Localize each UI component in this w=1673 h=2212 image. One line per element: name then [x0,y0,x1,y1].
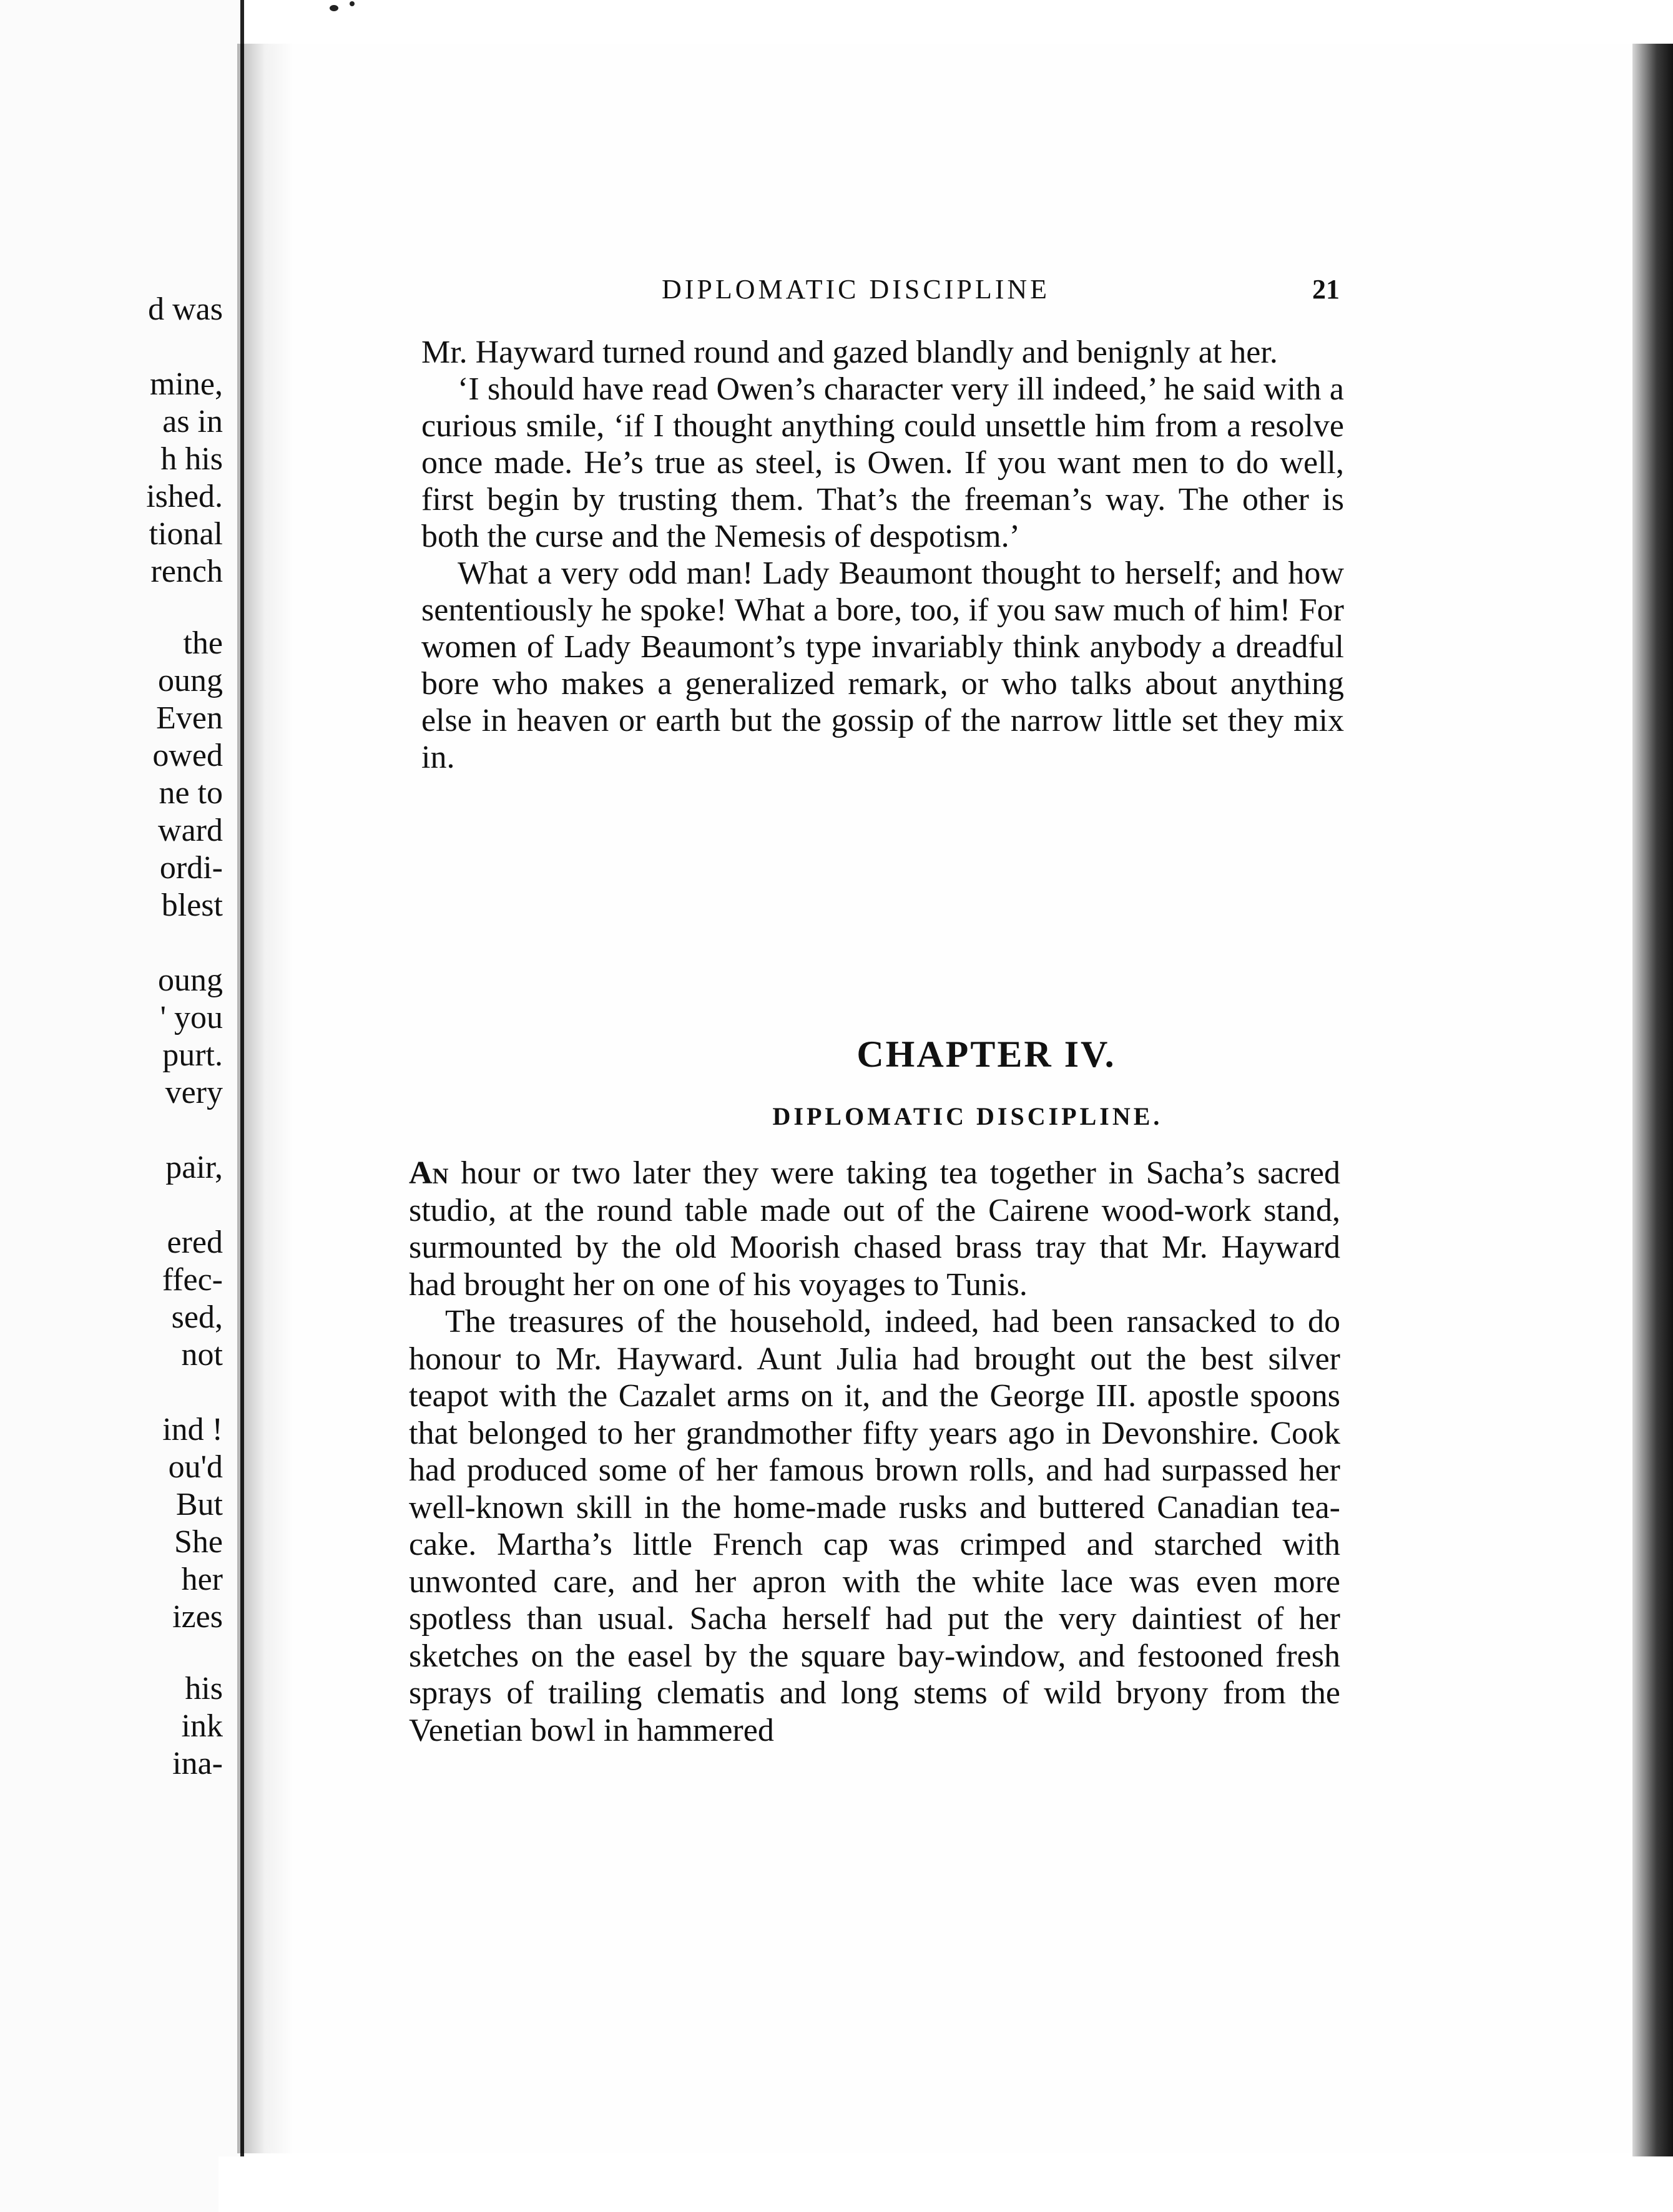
paragraph: Mr. Hayward turned round and gazed blandly and benignly at her. [421,335,1278,370]
paragraph: The treasures of the household, indeed, had been ransacked to do honour to Mr. Hayward. Aunt Julia had brought out the best silver teapot with the Cazalet arms on it, and the George III. apostle spoons that belonged to her grandmother fifty years ago in Devonshire. Cook had produced some of her famous brown rolls, and had surpassed her well-known skill in the home-made rusks and buttered Canadian tea-cake. Martha’s little French cap was crimped and starched with unwonted care, and her apron with the white lace was even more spotless than usual. Sacha herself had put the very daintiest of her sketches on the easel by the square bay-window, and festooned fresh sprays of trailing clematis and long stems of wild bryony from the Venetian bowl in hammered [409,1304,1340,1748]
chapter-title: CHAPTER IV. [856,1034,1116,1075]
left-page-fragment: tional [149,516,223,552]
left-page-fragment: But [175,1487,223,1522]
left-page-fragment: pair, [165,1150,223,1185]
left-page-fragment: very [165,1075,223,1110]
left-page-fragment: ished. [146,479,223,514]
left-page-fragment: ward [158,813,223,848]
left-page-fragment: blest [161,888,223,923]
left-page-fragment: Even [156,700,223,736]
gutter-shadow [237,44,293,2153]
left-page-fragment: h his [160,441,223,477]
page-bottom-margin [218,2156,1673,2212]
chapter-text [409,1155,1340,1749]
left-page-fragment: his [185,1671,223,1706]
left-page-fragment: ina- [172,1746,223,1781]
ink-speck [350,1,355,6]
left-page-fragment: sed, [171,1299,223,1335]
left-page-fragment: ind ! [162,1412,223,1447]
left-page-fragment: ink [181,1708,223,1744]
left-page-fragment: She [174,1524,223,1560]
left-page-fragment: ' you [160,1000,223,1035]
left-page-fragment: ou'd [168,1449,223,1485]
paragraph: ‘I should have read Owen’s character very ill indeed,’ he said with a curious smile, ‘if I thought anything could unsettle him from a resolve once made. He’s true as steel, is Owen. If you want men to do well, first begin by trusting them. That’s the freeman’s way. The other is both the curse and the Nemesis of despotism.’ [421,371,1344,554]
left-page-fragment: d was [148,291,223,327]
left-page-fragment: her [181,1562,223,1597]
opening-paragraph [409,1155,1340,1303]
opening-paragraph-text: hour or two later they were taking tea together in Sacha’s sacred studio, at the round table made out of the Cairene wood-work stand, surmounted by the old Moorish chased brass tray that Mr. Hayward had brought her on one of his voyages to Tunis. [409,1155,1340,1303]
left-page-fragment: ffec- [162,1262,223,1298]
running-head: DIPLOMATIC DISCIPLINE [662,274,1050,305]
left-page-fragment: owed [152,738,223,773]
continued-text [421,334,1344,776]
ink-speck [330,5,338,11]
left-page-fragment: not [181,1337,223,1373]
left-page-fragment: ered [167,1225,223,1260]
left-page-fragment: as in [162,404,223,439]
left-page-fragment: oung [158,962,223,998]
paragraph: What a very odd man! Lady Beaumont thought to herself; and how sententiously he spoke! What a bore, too, if you saw much of him! For women of Lady Beaumont’s type invariably think anybody a dreadful bore who makes a generalized remark, or who talks about anything else in heaven or earth but the gossip of the narrow little set they mix in. [421,555,1344,775]
left-page-fragment: purt. [162,1037,223,1073]
left-page-fragment: mine, [150,366,223,402]
left-page-fragment: the [183,625,223,661]
page-header [0,273,1673,311]
left-page-fragment: oung [158,663,223,698]
page-number: 21 [1312,274,1340,305]
opening-word: An [409,1155,449,1191]
chapter-subtitle: DIPLOMATIC DISCIPLINE. [772,1102,1163,1130]
left-page-fragment: ordi- [159,850,223,886]
left-page-fragment: rench [150,554,223,589]
left-page-fragment: ne to [159,775,223,811]
left-page-fragment: izes [172,1599,223,1635]
